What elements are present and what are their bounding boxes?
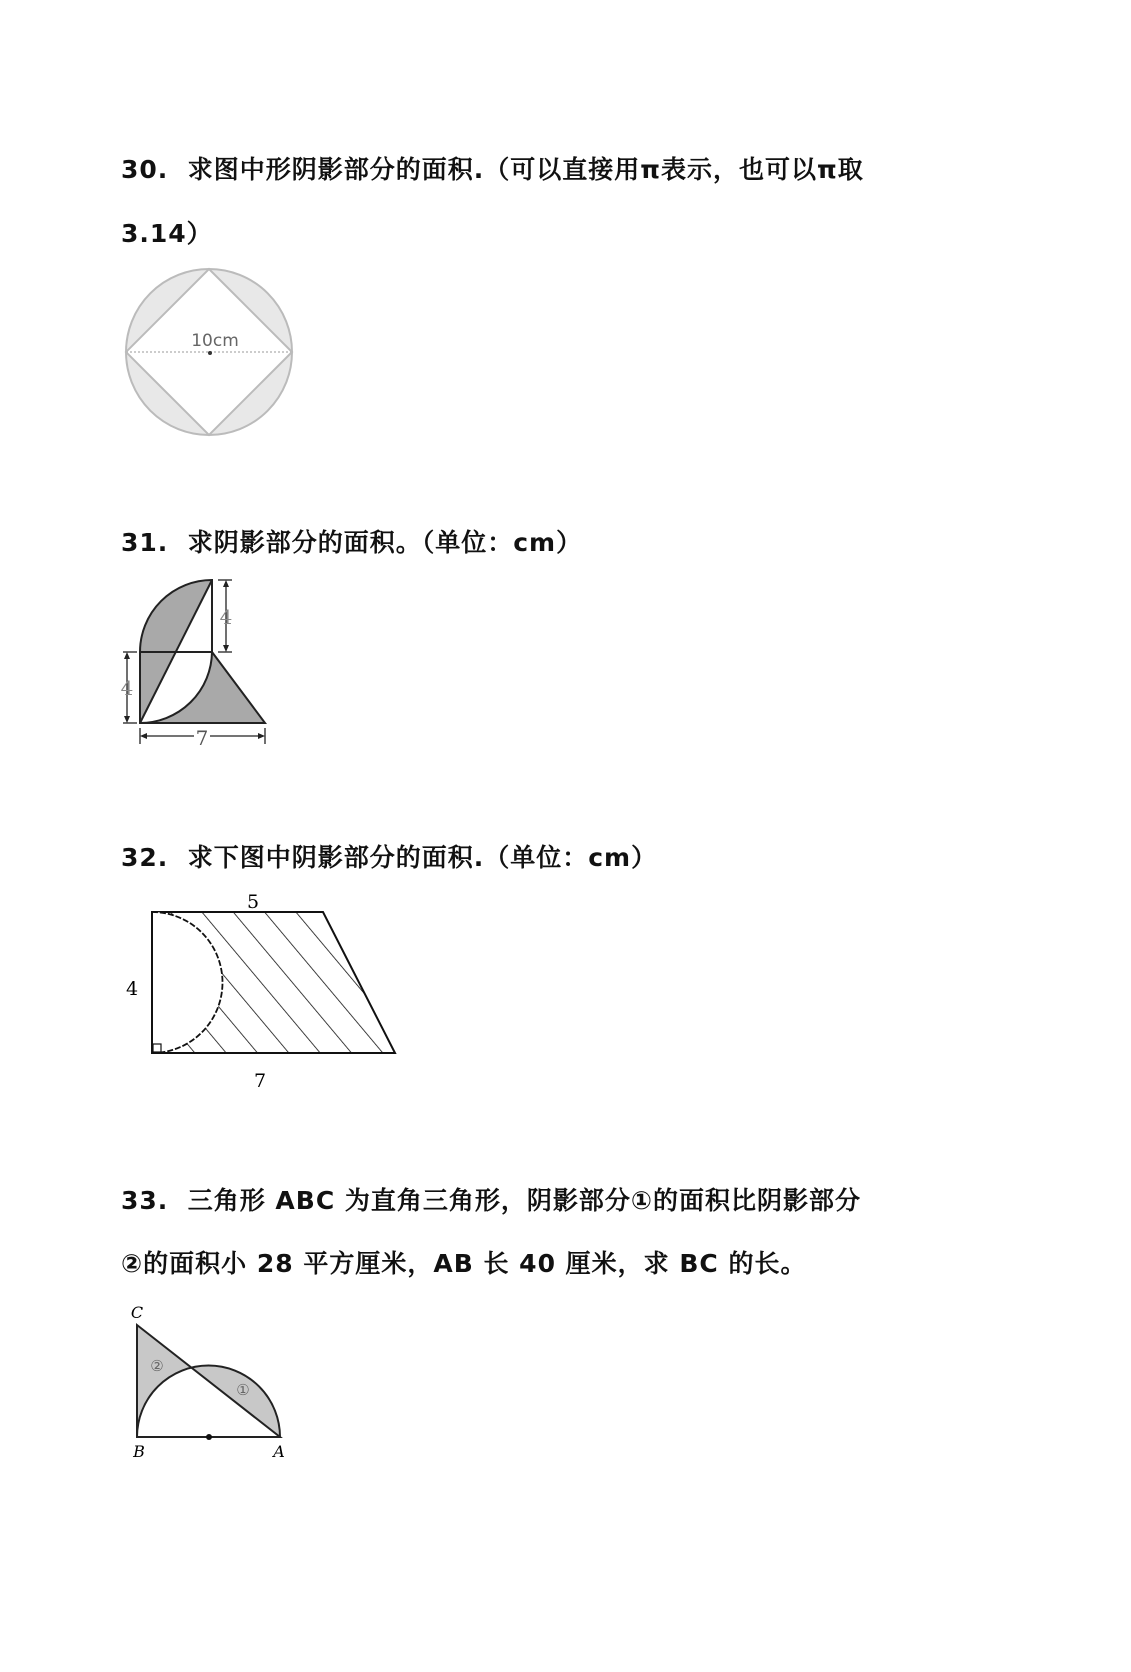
label-bottom-width: 7 (195, 726, 209, 750)
vertex-c-label: C (130, 1303, 144, 1322)
diameter-label: 10cm (191, 331, 239, 351)
question-text: 求阴影部分的面积。（单位：cm） (187, 528, 583, 557)
question-30-line-2: 3.14） (121, 219, 213, 248)
vertex-b-label: B (133, 1442, 145, 1461)
label-left-height: 4 (120, 676, 134, 700)
figure-31 (121, 580, 265, 750)
figure-32 (126, 891, 395, 1092)
figure-33 (131, 1303, 285, 1461)
label-top-height: 4 (219, 605, 233, 629)
question-text: 求下图中阴影部分的面积.（单位：cm） (187, 843, 658, 872)
question-number: 31. (121, 528, 169, 557)
label-top: 5 (246, 891, 260, 913)
question-number: 32. (121, 843, 169, 872)
question-33-line-2: ②的面积小 28 平方厘米，AB 长 40 厘米，求 BC 的长。 (121, 1249, 807, 1278)
question-text: 三角形 ABC 为直角三角形，阴影部分①的面积比阴影部分 (187, 1186, 862, 1215)
question-text: 求图中形阴影部分的面积.（可以直接用π表示，也可以π取 (187, 155, 864, 184)
vertex-a-label: A (273, 1442, 285, 1461)
label-bottom: 7 (253, 1070, 267, 1092)
label-left: 4 (125, 978, 139, 1000)
region-1-label: ① (236, 1381, 250, 1399)
figure-30-circle-square (126, 269, 292, 435)
question-number: 30. (121, 155, 169, 184)
region-2-label: ② (150, 1357, 164, 1375)
question-number: 33. (121, 1186, 169, 1215)
